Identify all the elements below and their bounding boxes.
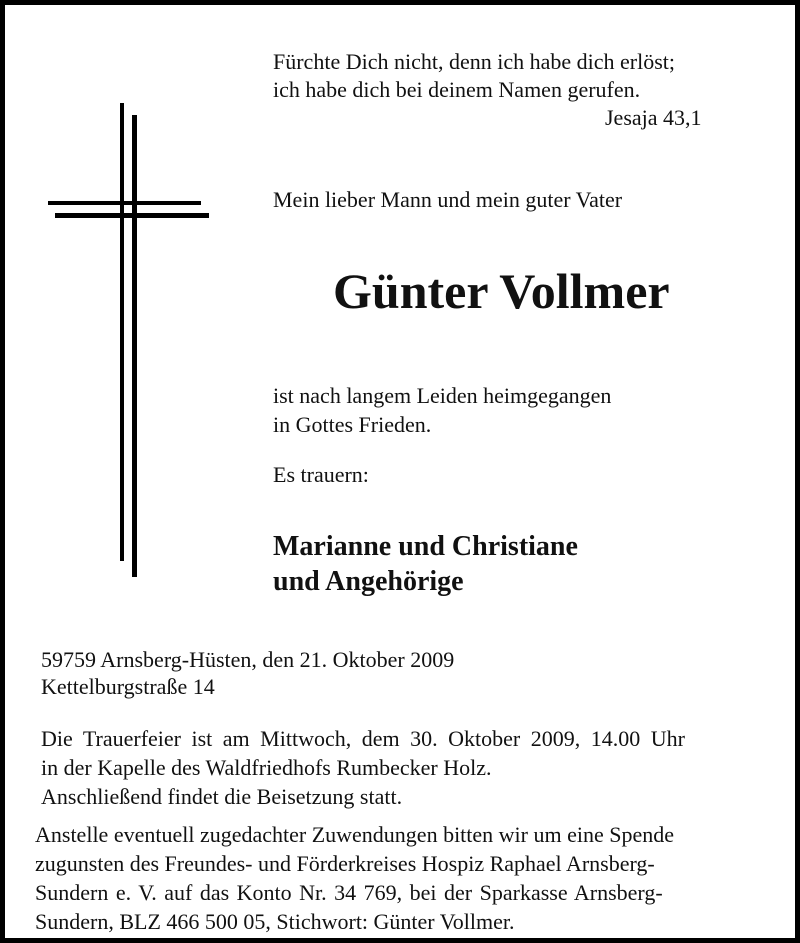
ceremony-line-3: Anschließend findet die Beisetzung statt.: [41, 784, 403, 809]
verse-reference: Jesaja 43,1: [605, 105, 702, 130]
passing-line-2: in Gottes Frieden.: [273, 412, 432, 437]
donation-line-1: Anstelle eventuell zugedachter Zuwendungen bitten wir um eine Spende: [35, 822, 675, 847]
address-line-1: 59759 Arnsberg-Hüsten, den 21. Oktober 2009: [41, 647, 455, 672]
address-line-2: Kettelburgstraße 14: [41, 674, 215, 699]
mourners-line-1: Marianne und Christiane: [273, 531, 578, 562]
donation-line-3: Sundern e. V. auf das Konto Nr. 34 769, bei der Sparkasse Arnsberg-: [35, 880, 663, 905]
intro-text: Mein lieber Mann und mein guter Vater: [273, 187, 623, 212]
deceased-name: Günter Vollmer: [333, 263, 670, 319]
ceremony-line-2: in der Kapelle des Waldfriedhofs Rumbecker Holz.: [41, 755, 492, 780]
donation-line-4: Sundern, BLZ 466 500 05, Stichwort: Günter Vollmer.: [35, 909, 515, 934]
mourners-line-2: und Angehörige: [273, 566, 464, 597]
passing-line-1: ist nach langem Leiden heimgegangen: [273, 383, 612, 408]
mourning-label: Es trauern:: [273, 462, 369, 487]
verse-line-1: Fürchte Dich nicht, denn ich habe dich erlöst;: [273, 49, 675, 74]
verse-line-2: ich habe dich bei deinem Namen gerufen.: [273, 77, 641, 102]
ceremony-line-1: Die Trauerfeier ist am Mittwoch, dem 30. Oktober 2009, 14.00 Uhr: [41, 726, 685, 751]
donation-line-2: zugunsten des Freundes- und Förderkreises Hospiz Raphael Arnsberg-: [35, 851, 655, 876]
